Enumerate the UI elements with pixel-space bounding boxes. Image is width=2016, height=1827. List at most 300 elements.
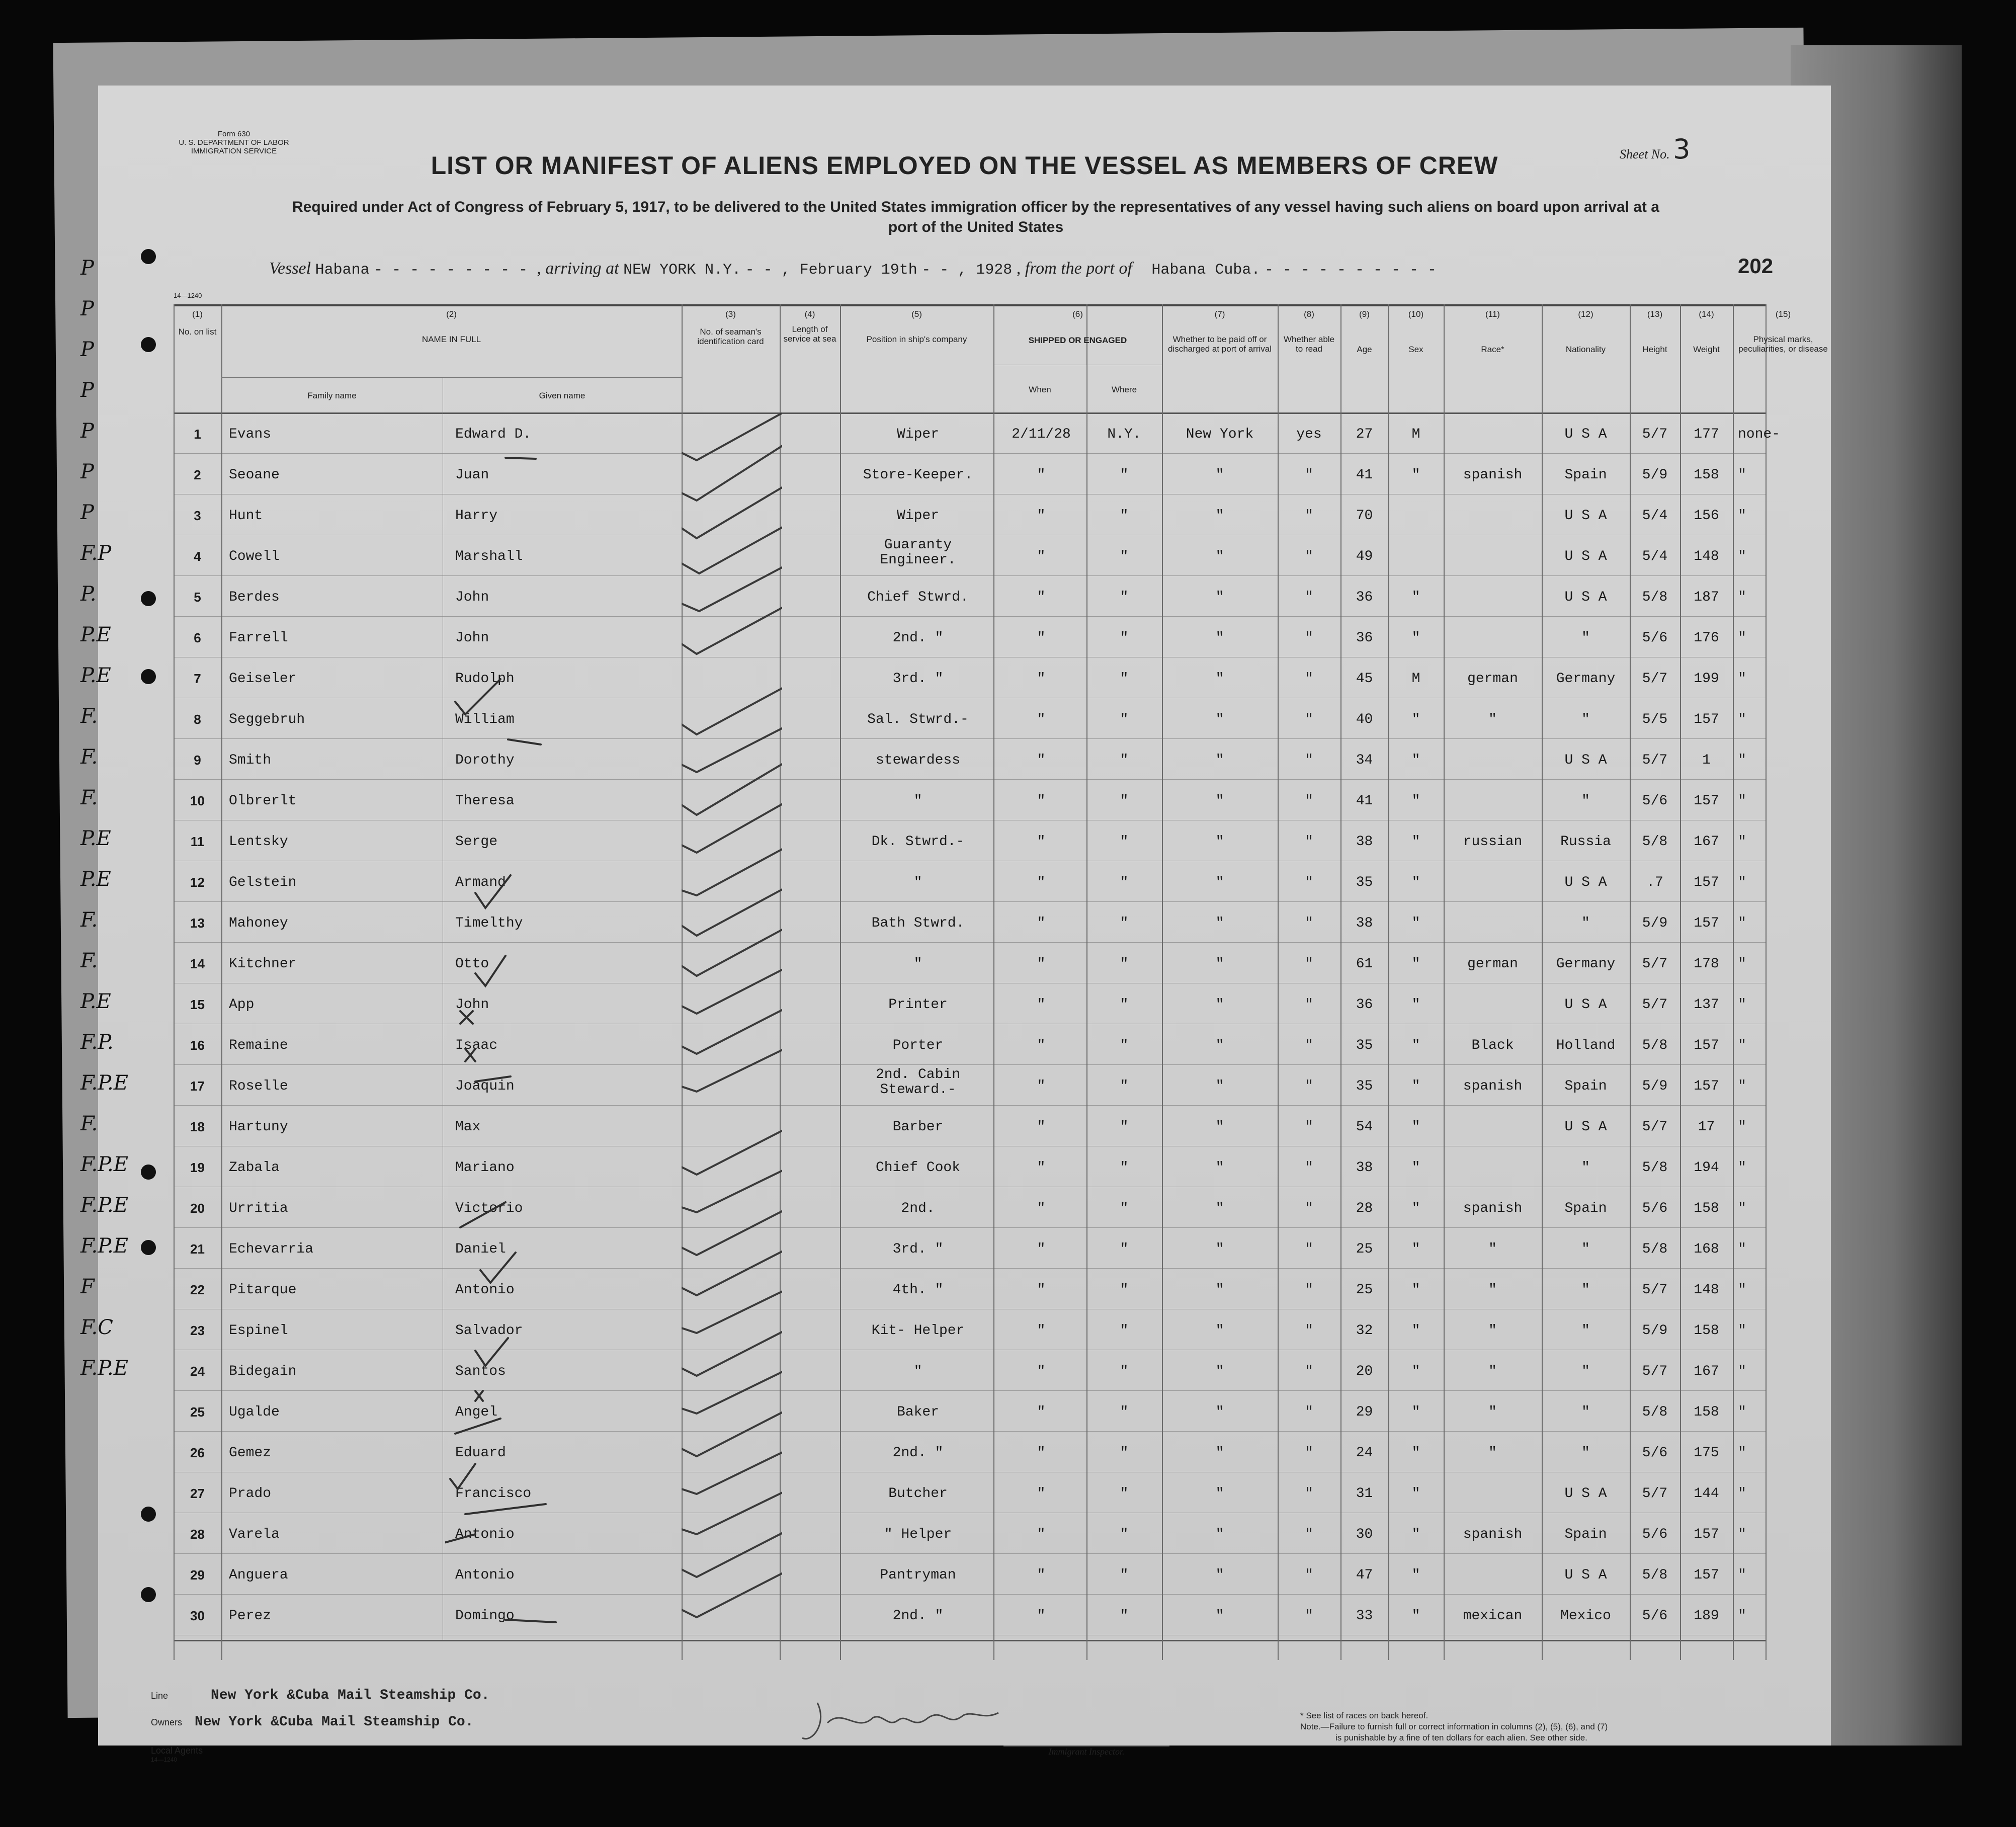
table-row: [174, 1594, 1766, 1633]
table-row: [174, 575, 1766, 615]
cell-marks: ": [1738, 1404, 1746, 1420]
cell-where: ": [1120, 1323, 1129, 1339]
table-row: [174, 1472, 1766, 1511]
cell-when: ": [1037, 753, 1046, 768]
cell-race: ": [1488, 1445, 1497, 1461]
cell-race: mexican: [1463, 1608, 1523, 1624]
margin-mark: F.: [80, 745, 98, 769]
cell-paid: ": [1215, 1404, 1224, 1420]
cell-weight: 157: [1694, 1078, 1719, 1094]
cell-sex: ": [1411, 956, 1420, 972]
cell-height: 5/7: [1642, 1119, 1668, 1135]
table-row: [174, 1553, 1766, 1593]
cell-sex: ": [1411, 1160, 1420, 1176]
cell-no: 29: [190, 1567, 205, 1583]
cell-paid: ": [1215, 1119, 1224, 1135]
cell-read: ": [1305, 671, 1313, 687]
margin-mark: P: [80, 501, 94, 524]
header-position: Position in ship's company: [866, 335, 967, 344]
margin-mark: P: [80, 420, 94, 443]
cell-family: Echevarria: [229, 1241, 314, 1257]
cell-read: yes: [1296, 427, 1322, 442]
table-row: [174, 494, 1766, 533]
cell-marks: ": [1738, 1038, 1746, 1053]
cell-nat: ": [1581, 1160, 1590, 1176]
margin-mark: P.: [80, 583, 97, 606]
cell-given: Serge: [455, 834, 498, 850]
cell-paid: ": [1215, 1445, 1224, 1461]
cell-sex: ": [1411, 1567, 1420, 1583]
cell-sex: ": [1411, 1527, 1420, 1542]
cell-weight: 176: [1694, 630, 1719, 646]
cell-no: 26: [190, 1445, 205, 1460]
cell-height: 5/6: [1642, 1201, 1668, 1216]
cell-weight: 158: [1694, 1404, 1719, 1420]
margin-mark: F: [80, 1275, 95, 1298]
cell-sex: ": [1411, 997, 1420, 1013]
cell-read: ": [1305, 1282, 1313, 1298]
manifest-sheet: [80, 86, 1831, 1763]
header-paid: Whether to be paid off or discharged at port of arrival: [1168, 335, 1272, 354]
header-given: Given name: [539, 391, 585, 400]
cell-age: 29: [1356, 1404, 1373, 1420]
cell-nat: U S A: [1564, 590, 1607, 605]
cell-given: Marshall: [455, 549, 523, 564]
cell-age: 34: [1356, 753, 1373, 768]
header-when: When: [1029, 385, 1051, 394]
cell-where: ": [1120, 1486, 1129, 1502]
cell-height: 5/8: [1642, 1241, 1668, 1257]
cell-read: ": [1305, 793, 1313, 809]
margin-mark: F.: [80, 705, 98, 728]
cell-position: ": [913, 1364, 922, 1379]
header-age: Age: [1357, 345, 1372, 354]
cell-paid: ": [1215, 1323, 1224, 1339]
requirement-text: Required under Act of Congress of February 5, 1917, to be delivered to the United States immigration officer by the representatives of any vessel having such aliens on board upon arrival at a port of the United States: [292, 199, 1659, 235]
cell-where: ": [1120, 875, 1129, 890]
cell-nat: ": [1581, 1364, 1590, 1379]
cell-height: 5/7: [1642, 427, 1668, 442]
cell-race: russian: [1463, 834, 1523, 850]
cell-marks: ": [1738, 1445, 1746, 1461]
cell-position: Wiper: [896, 427, 939, 442]
cell-when: ": [1037, 1038, 1046, 1053]
cell-where: ": [1120, 1038, 1129, 1053]
margin-mark: P: [80, 460, 94, 483]
table-row: [174, 1227, 1766, 1267]
cell-paid: ": [1215, 875, 1224, 890]
header-height: Height: [1642, 345, 1667, 354]
cell-nat: U S A: [1564, 1486, 1607, 1502]
cell-height: 5/6: [1642, 1527, 1668, 1542]
margin-mark: F.: [80, 949, 98, 972]
cell-read: ": [1305, 1241, 1313, 1257]
cell-marks: none-: [1738, 427, 1781, 442]
cell-position: Store-Keeper.: [863, 467, 973, 483]
cell-read: ": [1305, 875, 1313, 890]
cell-family: Anguera: [229, 1567, 288, 1583]
cell-paid: ": [1215, 1160, 1224, 1176]
cell-when: ": [1037, 1404, 1046, 1420]
cell-position: ": [913, 956, 922, 972]
cell-given: Angel: [455, 1404, 498, 1420]
cell-given: Otto: [455, 956, 489, 972]
cell-weight: 158: [1694, 1323, 1719, 1339]
cell-marks: ": [1738, 1567, 1746, 1583]
cell-paid: ": [1215, 508, 1224, 524]
cell-position: Chief Cook: [875, 1160, 961, 1176]
cell-given: Francisco: [455, 1486, 532, 1502]
cell-height: 5/9: [1642, 1323, 1668, 1339]
cell-weight: 157: [1694, 712, 1719, 727]
cell-where: ": [1120, 1445, 1129, 1461]
cell-given: Antonio: [455, 1527, 515, 1542]
cell-where: ": [1120, 508, 1129, 524]
cell-age: 20: [1356, 1364, 1373, 1379]
cell-read: ": [1305, 1527, 1313, 1542]
cell-nat: Germany: [1556, 956, 1616, 972]
cell-sex: ": [1411, 834, 1420, 850]
cell-height: 5/7: [1642, 956, 1668, 972]
cell-sex: ": [1411, 1486, 1420, 1502]
table-row: [174, 1309, 1766, 1348]
cell-family: Seggebruh: [229, 712, 305, 727]
cell-no: 2: [194, 467, 201, 482]
cell-family: Smith: [229, 753, 272, 768]
cell-given: Rudolph: [455, 671, 515, 687]
cell-sex: ": [1411, 590, 1420, 605]
cell-given: Victorio: [455, 1201, 523, 1216]
cell-no: 18: [190, 1119, 205, 1134]
cell-paid: ": [1215, 1364, 1224, 1379]
cell-age: 54: [1356, 1119, 1373, 1135]
cell-when: 2/11/28: [1012, 427, 1071, 442]
cell-nat: U S A: [1564, 875, 1607, 890]
cell-sex: ": [1411, 630, 1420, 646]
vessel-line: Vessel Habana - - - - - - - - - , arriving at NEW YORK N.Y. - - , February 19th - - , 1928 , from the port of Habana Cuba. - - - - - - - - - -: [269, 259, 1437, 279]
margin-mark: P.E: [80, 623, 111, 646]
cell-read: ": [1305, 630, 1313, 646]
cell-marks: ": [1738, 997, 1746, 1013]
cell-nat: ": [1581, 1445, 1590, 1461]
cell-read: ": [1305, 549, 1313, 564]
cell-when: ": [1037, 1241, 1046, 1257]
cell-no: 25: [190, 1404, 205, 1420]
punch-hole: [141, 669, 156, 684]
cell-age: 36: [1356, 997, 1373, 1013]
cell-paid: ": [1215, 1201, 1224, 1216]
cell-age: 49: [1356, 549, 1373, 564]
cell-weight: 194: [1694, 1160, 1719, 1176]
cell-weight: 175: [1694, 1445, 1719, 1461]
cell-when: ": [1037, 508, 1046, 524]
cell-race: ": [1488, 1323, 1497, 1339]
cell-age: 70: [1356, 508, 1373, 524]
cell-age: 35: [1356, 1078, 1373, 1094]
cell-weight: 157: [1694, 1527, 1719, 1542]
cell-race: ": [1488, 1241, 1497, 1257]
cell-position: 2nd. Cabin Steward.-: [875, 1067, 961, 1098]
cell-family: Urritia: [229, 1201, 288, 1216]
cell-where: ": [1120, 1567, 1129, 1583]
cell-age: 28: [1356, 1201, 1373, 1216]
cell-given: Eduard: [455, 1445, 506, 1461]
cell-weight: 158: [1694, 1201, 1719, 1216]
table-row: [174, 1105, 1766, 1144]
header-where: Where: [1111, 385, 1137, 394]
cell-paid: ": [1215, 793, 1224, 809]
cell-nat: Spain: [1564, 467, 1607, 483]
table-row: [174, 1513, 1766, 1552]
inspector-label: Immigrant Inspector.: [1003, 1746, 1169, 1757]
cell-marks: ": [1738, 1527, 1746, 1542]
cell-when: ": [1037, 671, 1046, 687]
cell-weight: 156: [1694, 508, 1719, 524]
cell-no: 3: [194, 508, 201, 523]
cell-nat: U S A: [1564, 549, 1607, 564]
cell-race: ": [1488, 1282, 1497, 1298]
cell-where: ": [1120, 1201, 1129, 1216]
header-weight: Weight: [1693, 345, 1720, 354]
cell-paid: ": [1215, 1527, 1224, 1542]
cell-race: ": [1488, 712, 1497, 727]
cell-height: 5/7: [1642, 753, 1668, 768]
cell-given: Salvador: [455, 1323, 523, 1339]
cell-position: 2nd. ": [892, 1608, 944, 1624]
cell-height: 5/4: [1642, 549, 1668, 564]
cell-marks: ": [1738, 1160, 1746, 1176]
table-row: [174, 616, 1766, 655]
cell-sex: ": [1411, 1404, 1420, 1420]
cell-weight: 157: [1694, 916, 1719, 931]
cell-when: ": [1037, 630, 1046, 646]
margin-mark: F.: [80, 908, 98, 932]
cell-weight: 199: [1694, 671, 1719, 687]
cell-age: 40: [1356, 712, 1373, 727]
cell-given: Daniel: [455, 1241, 506, 1257]
cell-age: 24: [1356, 1445, 1373, 1461]
table-row: [174, 1268, 1766, 1307]
cell-family: Prado: [229, 1486, 272, 1502]
cell-nat: ": [1581, 1282, 1590, 1298]
arrival-port: NEW YORK N.Y.: [623, 262, 741, 279]
cell-no: 12: [190, 875, 205, 890]
cell-marks: ": [1738, 1608, 1746, 1624]
cell-when: ": [1037, 834, 1046, 850]
margin-mark: F.P.E: [80, 1234, 128, 1258]
cell-family: Espinel: [229, 1323, 288, 1339]
cell-sex: ": [1411, 1445, 1420, 1461]
form-number: Form 630: [217, 130, 250, 138]
table-row: [174, 820, 1766, 859]
table-row: [174, 942, 1766, 981]
table-row: [174, 779, 1766, 818]
cell-no: 24: [190, 1364, 205, 1379]
cell-position: ": [913, 793, 922, 809]
cell-position: Guaranty Engineer.: [880, 537, 956, 568]
cell-family: Seoane: [229, 467, 280, 483]
cell-family: Zabala: [229, 1160, 280, 1176]
cell-read: ": [1305, 834, 1313, 850]
table-row: [174, 535, 1766, 574]
cell-position: ": [913, 875, 922, 890]
margin-mark: F.P.E: [80, 1153, 128, 1176]
cell-marks: ": [1738, 671, 1746, 687]
cell-position: 3rd. ": [892, 671, 944, 687]
cell-weight: 168: [1694, 1241, 1719, 1257]
cell-age: 31: [1356, 1486, 1373, 1502]
cell-paid: ": [1215, 630, 1224, 646]
cell-when: ": [1037, 712, 1046, 727]
cell-height: 5/7: [1642, 671, 1668, 687]
cell-position: Barber: [892, 1119, 944, 1135]
margin-mark: F.C: [80, 1316, 113, 1339]
cell-age: 38: [1356, 834, 1373, 850]
cell-family: Varela: [229, 1527, 280, 1542]
cell-given: William: [455, 712, 515, 727]
arrival-year: 1928: [976, 262, 1013, 279]
cell-family: Berdes: [229, 590, 280, 605]
table-row: [174, 453, 1766, 492]
cell-where: ": [1120, 956, 1129, 972]
margin-mark: P.E: [80, 827, 111, 850]
cell-race: spanish: [1463, 1078, 1523, 1094]
cell-age: 25: [1356, 1282, 1373, 1298]
cell-when: ": [1037, 1119, 1046, 1135]
margin-mark: F.P.E: [80, 1357, 128, 1380]
cell-position: 2nd. ": [892, 1445, 944, 1461]
cell-given: Timelthy: [455, 916, 523, 931]
cell-where: ": [1120, 671, 1129, 687]
cell-read: ": [1305, 1160, 1313, 1176]
cell-read: ": [1305, 1364, 1313, 1379]
cell-weight: 189: [1694, 1608, 1719, 1624]
cell-no: 1: [194, 427, 201, 442]
cell-read: ": [1305, 1119, 1313, 1135]
cell-no: 10: [190, 793, 205, 808]
page-title: LIST OR MANIFEST OF ALIENS EMPLOYED ON THE VESSEL AS MEMBERS OF CREW: [431, 151, 1498, 180]
punch-hole: [141, 1587, 156, 1602]
header-family: Family name: [307, 391, 357, 400]
header-race: Race*: [1481, 345, 1504, 354]
cell-family: Remaine: [229, 1038, 288, 1053]
cell-sex: ": [1411, 793, 1420, 809]
cell-height: 5/7: [1642, 1364, 1668, 1379]
cell-position: Bath Stwrd.: [871, 916, 965, 931]
cell-age: 38: [1356, 916, 1373, 931]
cell-nat: Spain: [1564, 1527, 1607, 1542]
footer-owners: Owners New York &Cuba Mail Steamship Co.: [151, 1714, 474, 1730]
cell-height: 5/6: [1642, 1608, 1668, 1624]
cell-no: 19: [190, 1160, 205, 1175]
cell-sex: ": [1411, 1038, 1420, 1053]
header-name: NAME IN FULL: [422, 335, 481, 344]
cell-race: ": [1488, 1404, 1497, 1420]
inspector-signature: [797, 1693, 1009, 1753]
cell-paid: ": [1215, 1486, 1224, 1502]
cell-age: 38: [1356, 1160, 1373, 1176]
margin-mark: P: [80, 297, 94, 320]
cell-paid: ": [1215, 956, 1224, 972]
cell-height: 5/8: [1642, 590, 1668, 605]
cell-no: 15: [190, 997, 205, 1012]
cell-family: Perez: [229, 1608, 272, 1624]
cell-when: ": [1037, 916, 1046, 931]
cell-where: ": [1120, 549, 1129, 564]
cell-sex: ": [1411, 1119, 1420, 1135]
cell-when: ": [1037, 1282, 1046, 1298]
margin-mark: P.E: [80, 664, 111, 687]
cell-family: App: [229, 997, 255, 1013]
cell-paid: ": [1215, 1038, 1224, 1053]
cell-weight: 144: [1694, 1486, 1719, 1502]
cell-age: 36: [1356, 630, 1373, 646]
arrival-date: February 19th: [799, 262, 917, 279]
cell-height: 5/8: [1642, 1404, 1668, 1420]
cell-position: Wiper: [896, 508, 939, 524]
cell-when: ": [1037, 1201, 1046, 1216]
cell-given: Antonio: [455, 1282, 515, 1298]
cell-marks: ": [1738, 875, 1746, 890]
cell-height: 5/8: [1642, 1038, 1668, 1053]
footer-agents: Local Agents 14—1240: [151, 1746, 203, 1763]
cell-when: ": [1037, 1323, 1046, 1339]
cell-read: ": [1305, 1404, 1313, 1420]
cell-family: Hunt: [229, 508, 263, 524]
cell-position: Baker: [896, 1404, 939, 1420]
footer-line: Line New York &Cuba Mail Steamship Co.: [151, 1688, 490, 1703]
cell-where: ": [1120, 630, 1129, 646]
header-shipped: SHIPPED OR ENGAGED: [1028, 336, 1127, 345]
cell-no: 28: [190, 1527, 205, 1542]
cell-height: 5/6: [1642, 1445, 1668, 1461]
cell-race: german: [1467, 671, 1518, 687]
cell-where: ": [1120, 1160, 1129, 1176]
cell-weight: 1: [1702, 753, 1711, 768]
cell-family: Cowell: [229, 549, 280, 564]
cell-race: german: [1467, 956, 1518, 972]
cell-height: 5/7: [1642, 997, 1668, 1013]
table-row: [174, 861, 1766, 900]
cell-when: ": [1037, 1567, 1046, 1583]
cell-paid: ": [1215, 834, 1224, 850]
cell-where: ": [1120, 1282, 1129, 1298]
cell-no: 4: [194, 549, 201, 564]
cell-when: ": [1037, 875, 1046, 890]
cell-weight: 167: [1694, 834, 1719, 850]
cell-marks: ": [1738, 956, 1746, 972]
cell-paid: ": [1215, 753, 1224, 768]
table-row: [174, 1390, 1766, 1430]
cell-no: 14: [190, 956, 205, 971]
cell-age: 35: [1356, 875, 1373, 890]
cell-when: ": [1037, 1445, 1046, 1461]
cell-height: 5/7: [1642, 1486, 1668, 1502]
cell-sex: M: [1411, 671, 1420, 687]
cell-weight: 177: [1694, 427, 1719, 442]
cell-weight: 167: [1694, 1364, 1719, 1379]
cell-family: Kitchner: [229, 956, 297, 972]
cell-nat: Spain: [1564, 1201, 1607, 1216]
vessel-name: Habana: [315, 262, 370, 279]
cell-where: ": [1120, 1404, 1129, 1420]
cell-race: ": [1488, 1364, 1497, 1379]
cell-read: ": [1305, 956, 1313, 972]
margin-mark: F.P: [80, 542, 112, 565]
table-row: [174, 983, 1766, 1022]
cell-read: ": [1305, 1567, 1313, 1583]
cell-family: Evans: [229, 427, 272, 442]
